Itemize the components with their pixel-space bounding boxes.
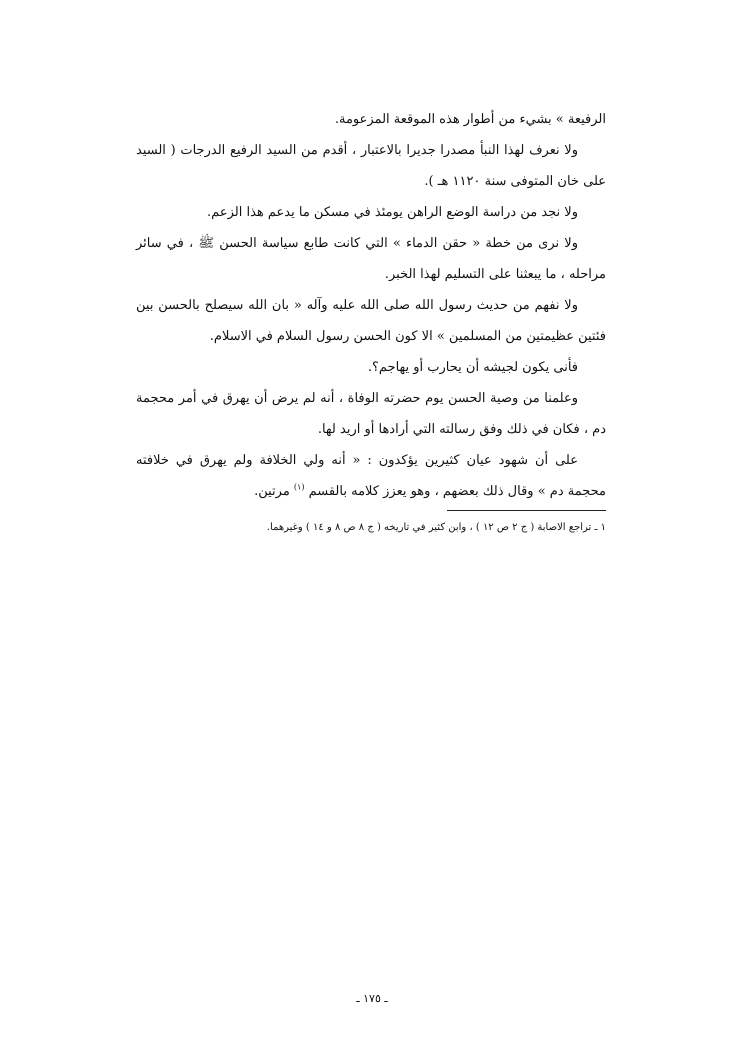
footnote: ١ ـ تراجع الاصابة ( ج ٢ ص ١٢ ) ، وابن كثير في تاريخه ( ج ٨ ص ٨ و ١٤ ) وغيرهما. [266,522,606,533]
paragraph-8-end: مرتين. [254,484,294,499]
body-text [136,104,606,507]
paragraph-5: ولا نفهم من حديث رسول الله صلى الله عليه وآله « بان الله سيصلح بالحسن بين فئتين عظيمتين من المسلمين » الا كون الحسن رسول السلام في الاسلام. [136,298,606,344]
footnote-divider [447,510,606,511]
paragraph-7: وعلمنا من وصية الحسن يوم حضرته الوفاة ، أنه لم يرض أن يهرق في أمر محجمة دم ، فكان في ذلك وفق رسالته التي أرادها أو اريد لها. [136,391,606,437]
footnote-marker: (١) [293,482,305,492]
page-number: ـ ١٧٥ ـ [356,992,388,1005]
paragraph-4: ولا نرى من خطة « حقن الدماء » التي كانت طابع سياسة الحسن ﷺ ، في سائر مراحله ، ما يبعثنا على التسليم لهذا الخبر. [136,236,606,282]
paragraph-2: ولا نعرف لهذا النبأ مصدرا جديرا بالاعتبار ، أقدم من السيد الرفيع الدرجات ( السيد على خان المتوفى سنة ١١٢٠ هـ ). [136,143,606,189]
paragraph-1: الرفيعة » بشيء من أطوار هذه الموقعة المزعومة. [334,112,606,127]
paragraph-3: ولا نجد من دراسة الوضع الراهن يومئذ في مسكن ما يدعم هذا الزعم. [207,205,578,220]
paragraph-6: فأنى يكون لجيشه أن يحارب أو يهاجم؟. [367,360,578,375]
paragraph-8 [136,445,606,507]
paragraph-8-text: على أن شهود عيان كثيرين يؤكدون : « أنه ولي الخلافة ولم يهرق في خلافته محجمة دم » وقال ذلك بعضهم ، وهو يعزز كلامه بالقسم [136,453,606,499]
